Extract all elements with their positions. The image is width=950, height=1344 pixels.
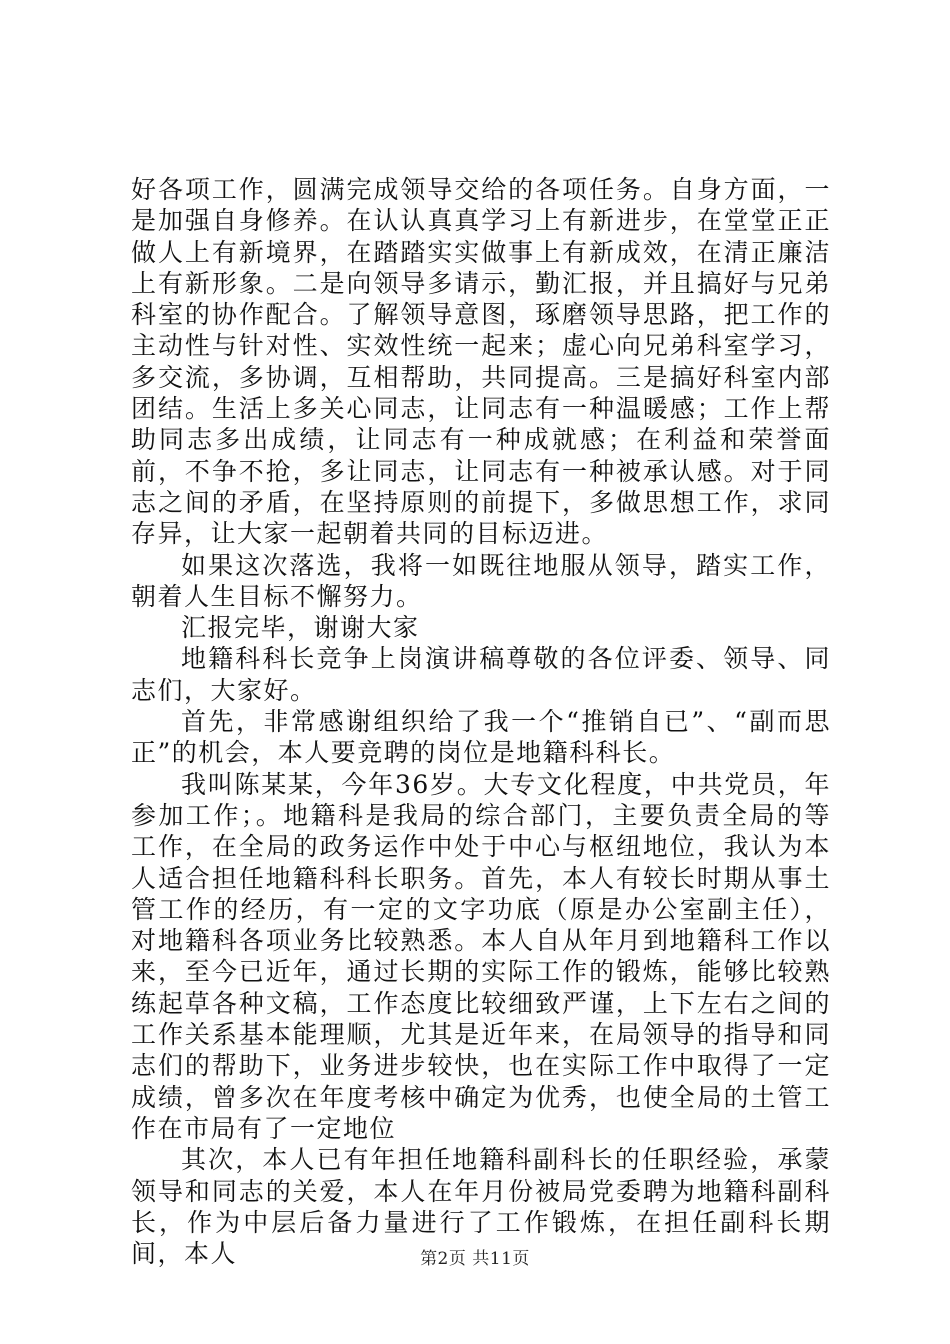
paragraph: 其次，本人已有年担任地籍科副科长的任职经验，承蒙领导和同志的关爱，本人在年月份被局党委聘为地籍科副科长，作为中层后备力量进行了工作锻炼，在担任副科长期间，本人	[131, 1145, 831, 1269]
paragraph: 汇报完毕，谢谢大家	[181, 613, 420, 643]
paragraph: 如果这次落选，我将一如既往地服从领导，踏实工作，朝着人生目标不懈努力。	[131, 550, 831, 611]
paragraph: 首先，非常感谢组织给了我一个“推销自已”、“副而思正”的机会，本人要竞聘的岗位是地籍科科长。	[131, 707, 831, 768]
paragraph: 地籍科科长竞争上岗演讲稿尊敬的各位评委、领导、同志们，大家好。	[131, 644, 831, 705]
paragraph: 我叫陈某某，今年36岁。大专文化程度，中共党员，年参加工作；。地籍科是我局的综合部门，主要负责全局的等工作，在全局的政务运作中处于中心与枢纽地位，我认为本人适合担任地籍科科长职务。首先，本人有较长时期从事土管工作的经历，有一定的文字功底（原是办公室副主任），对地籍科各项业务比较熟悉。本人自从年月到地籍科工作以来，至今已近年，通过长期的实际工作的锻炼，能够比较熟练起草各种文稿，工作态度比较细致严谨，上下左右之间的工作关系基本能理顺，尤其是近年来，在局领导的指导和同志们的帮助下，业务进步较快，也在实际工作中取得了一定成绩，曾多次在年度考核中确定为优秀，也使全局的土管工作在市局有了一定地位	[131, 769, 831, 1143]
document-body	[131, 174, 831, 1269]
page-number-footer: 第2页 共11页	[420, 1249, 530, 1269]
paragraph: 好各项工作，圆满完成领导交给的各项任务。自身方面，一是加强自身修养。在认认真真学习上有新进步，在堂堂正正做人上有新境界，在踏踏实实做事上有新成效，在清正廉洁上有新形象。二是向领导多请示，勤汇报，并且搞好与兄弟科室的协作配合。了解领导意图，琢磨领导思路，把工作的主动性与针对性、实效性统一起来；虚心向兄弟科室学习，多交流，多协调，互相帮助，共同提高。三是搞好科室内部团结。生活上多关心同志，让同志有一种温暖感；工作上帮助同志多出成绩，让同志有一种成就感；在利益和荣誉面前，不争不抢，多让同志，让同志有一种被承认感。对于同志之间的矛盾，在坚持原则的前提下，多做思想工作，求同存异，让大家一起朝着共同的目标迈进。	[131, 175, 831, 549]
